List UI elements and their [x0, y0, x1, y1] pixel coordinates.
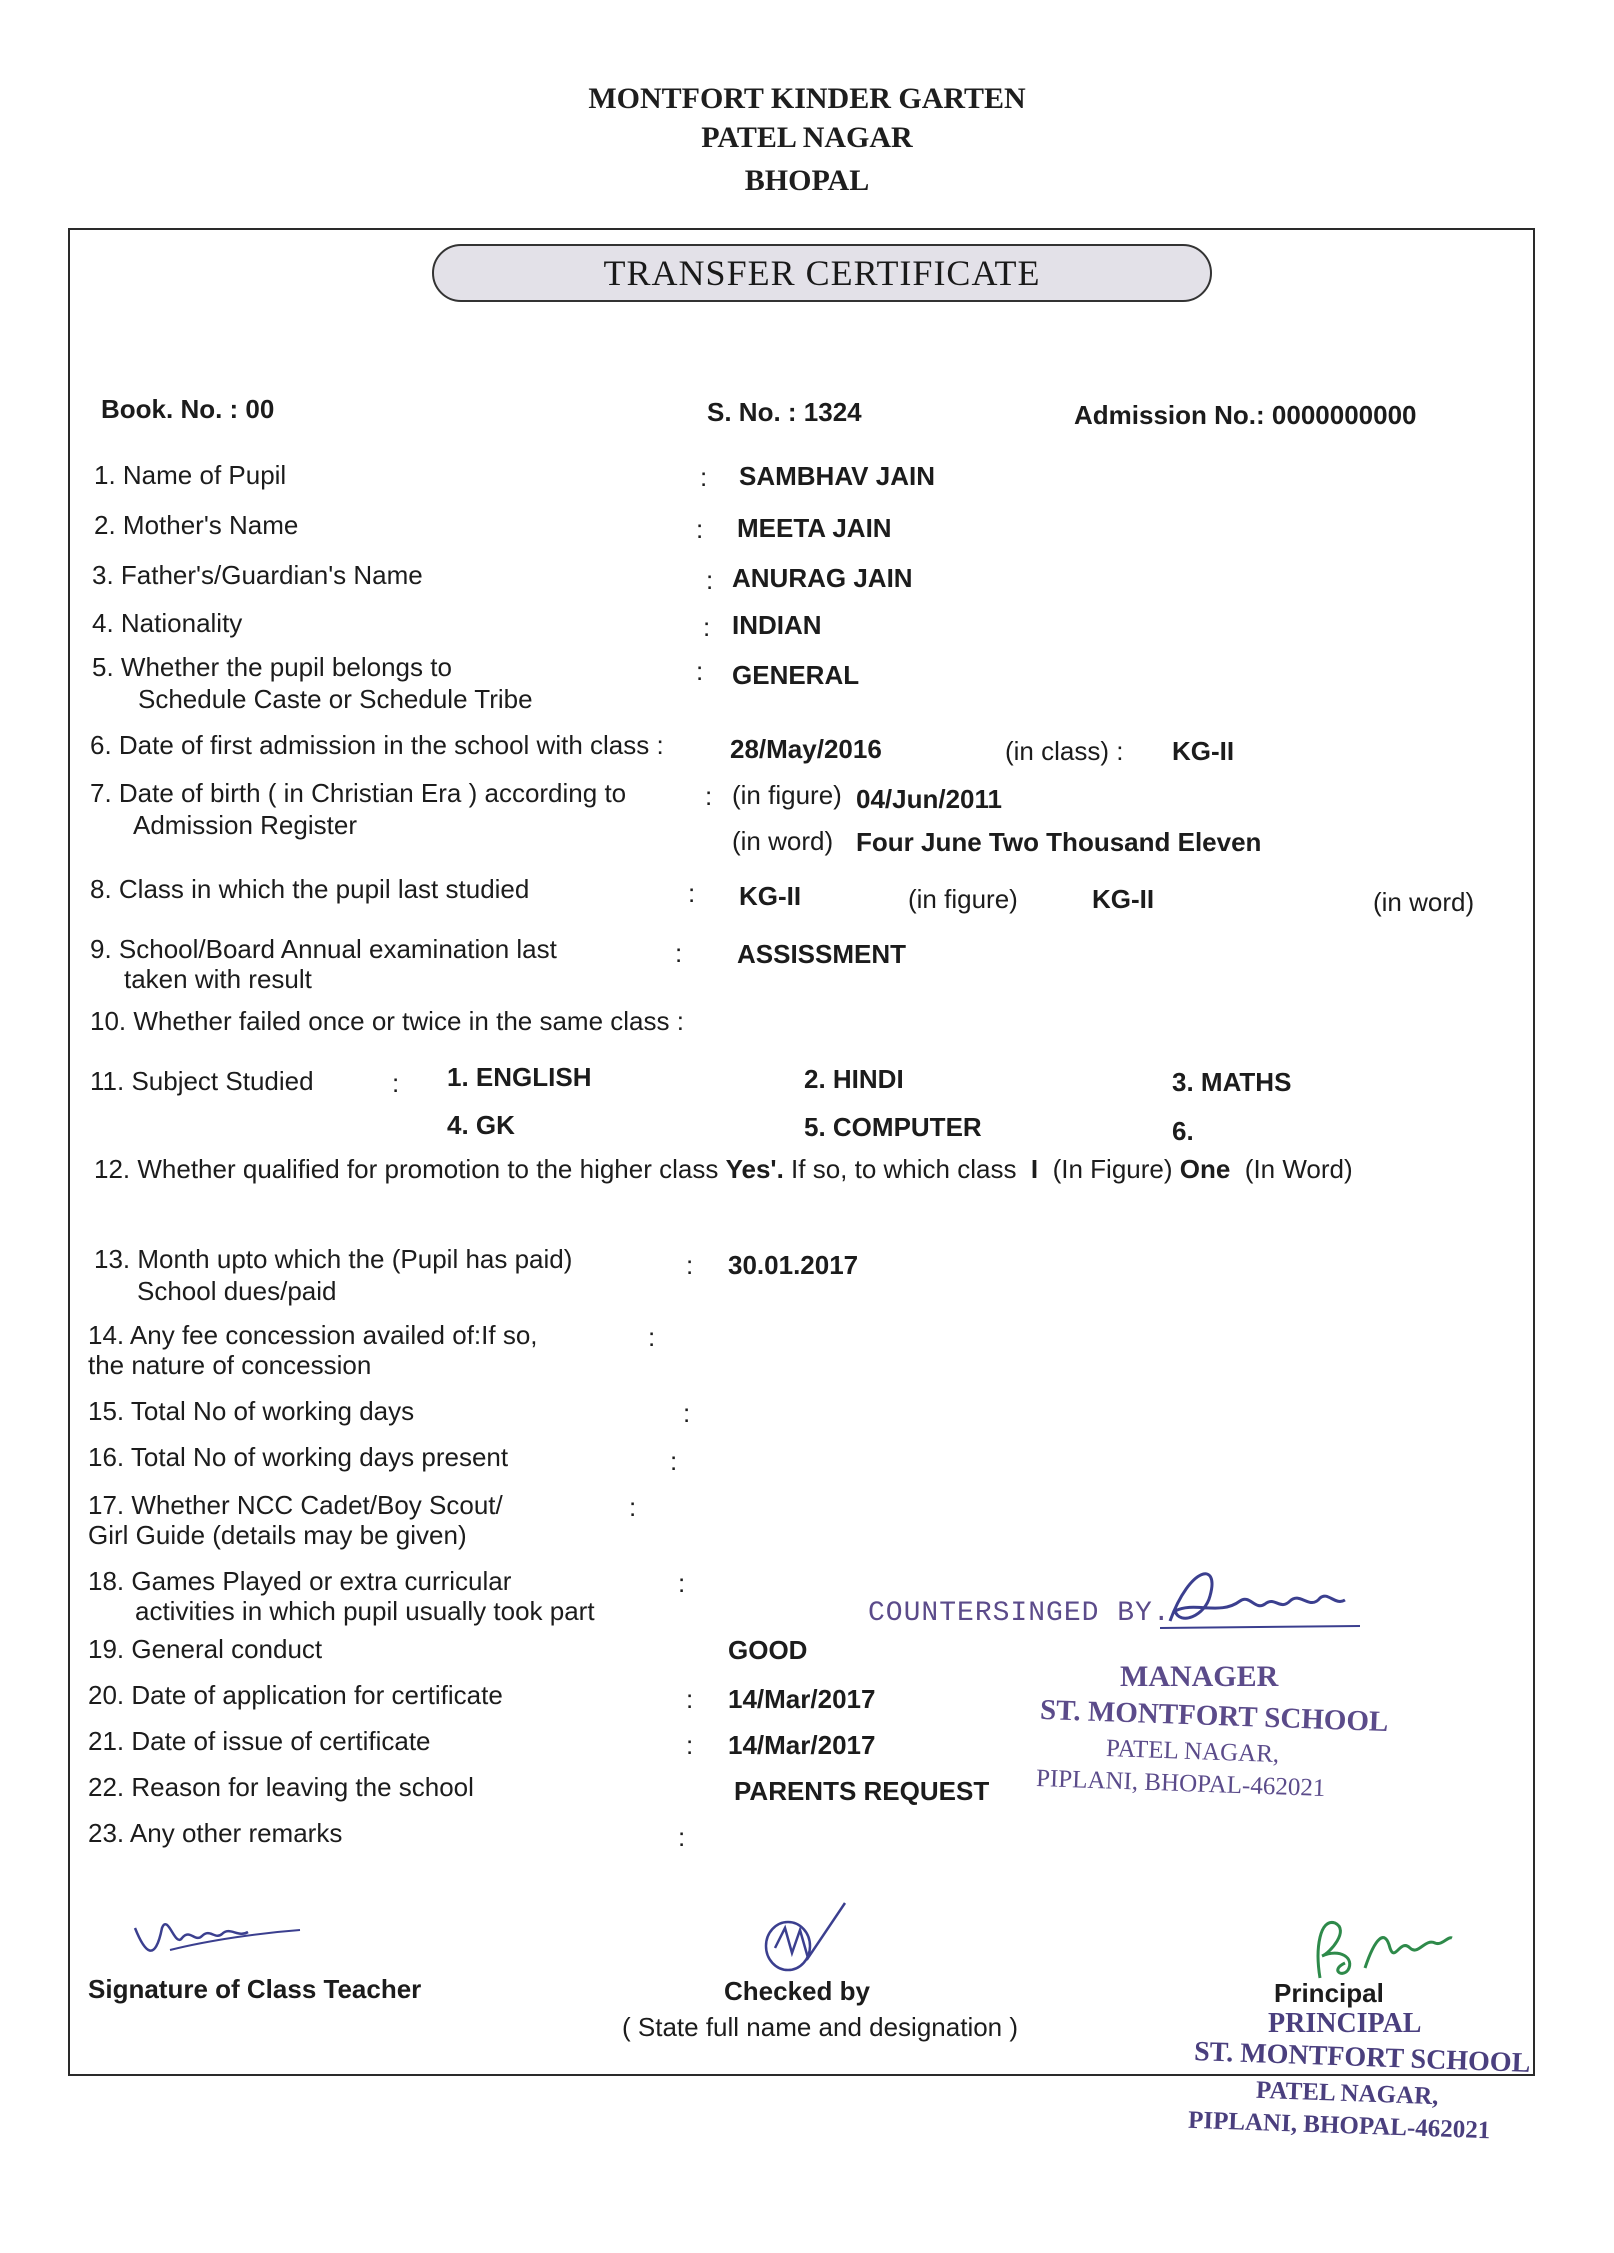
row-8-in-figure-label: (in figure) [908, 884, 1018, 914]
checked-by-caption: Checked by [724, 1976, 870, 2006]
serial-number: S. No. : 1324 [707, 397, 862, 427]
row-12-question: 12. Whether qualified for promotion to the higher class [94, 1154, 719, 1184]
row-7-label-line2: Admission Register [133, 810, 357, 840]
row-12 [94, 1154, 1353, 1185]
subject-2: 2. HINDI [804, 1064, 904, 1094]
checked-by-note: ( State full name and designation ) [622, 2012, 1019, 2042]
row-7-label-line1: 7. Date of birth ( in Christian Era ) according to [90, 778, 627, 808]
class-teacher-signature [120, 1908, 320, 1978]
school-area: PATEL NAGAR [701, 121, 913, 154]
row-6-in-class-label: (in class) : [1005, 736, 1124, 766]
class-teacher-caption: Signature of Class Teacher [88, 1974, 422, 2004]
row-14-colon: : [648, 1322, 656, 1352]
row-2-colon: : [696, 514, 704, 544]
row-17-colon: : [629, 1492, 637, 1522]
row-12-yes: Yes'. [725, 1154, 784, 1184]
row-21-label: 21. Date of issue of certificate [88, 1726, 431, 1756]
row-12-which-class: If so, to which class [791, 1154, 1017, 1184]
principal-signature [1300, 1908, 1460, 1988]
row-7-figure-value: 04/Jun/2011 [856, 784, 1002, 814]
school-name: MONTFORT KINDER GARTEN [588, 82, 1026, 115]
row-12-figure-value: I [1030, 1154, 1039, 1184]
row-9-colon: : [675, 938, 683, 968]
row-20-value: 14/Mar/2017 [728, 1684, 876, 1714]
manager-stamp-area: PATEL NAGAR, [1105, 1734, 1280, 1769]
row-7-in-word-label: (in word) [732, 826, 834, 856]
row-12-word-value: One [1179, 1154, 1231, 1184]
row-7-in-figure-label: (in figure) [732, 780, 842, 810]
row-17-label-line1: 17. Whether NCC Cadet/Boy Scout/ [88, 1490, 503, 1520]
row-13-value: 30.01.2017 [728, 1250, 859, 1280]
row-19-label: 19. General conduct [88, 1634, 323, 1664]
row-8-word-value: KG-II [1092, 884, 1155, 914]
row-2-value: MEETA JAIN [737, 513, 892, 543]
row-18-label-line1: 18. Games Played or extra curricular [88, 1566, 512, 1596]
title-banner [432, 244, 1212, 302]
row-6-class-value: KG-II [1172, 736, 1235, 766]
subject-3: 3. MATHS [1172, 1067, 1292, 1097]
row-7-word-value: Four June Two Thousand Eleven [856, 827, 1262, 857]
row-6-label: 6. Date of first admission in the school with class : [90, 730, 664, 760]
row-3-value: ANURAG JAIN [732, 563, 913, 593]
row-1-colon: : [700, 462, 708, 492]
row-8-label: 8. Class in which the pupil last studied [90, 874, 530, 904]
principal-stamp-title: PRINCIPAL [1268, 2008, 1422, 2039]
row-16-colon: : [670, 1446, 678, 1476]
row-5-label-line1: 5. Whether the pupil belongs to [92, 652, 452, 682]
row-12-in-word: (In Word) [1244, 1154, 1353, 1184]
row-9-label-line1: 9. School/Board Annual examination last [90, 934, 557, 964]
admission-number: Admission No.: 0000000000 [1074, 400, 1417, 430]
row-4-colon: : [703, 612, 711, 642]
row-18-colon: : [678, 1568, 686, 1598]
row-13-colon: : [686, 1250, 694, 1280]
row-15-colon: : [683, 1398, 691, 1428]
row-20-label: 20. Date of application for certificate [88, 1680, 503, 1710]
row-9-label-line2: taken with result [124, 964, 312, 994]
row-11-label: 11. Subject Studied [90, 1066, 314, 1096]
row-13-label-line1: 13. Month upto which the (Pupil has paid) [94, 1244, 573, 1274]
row-4-label: 4. Nationality [92, 608, 243, 638]
principal-caption: Principal [1274, 1978, 1384, 2008]
principal-stamp-address: PIPLANI, BHOPAL-462021 [1187, 2106, 1491, 2145]
row-21-value: 14/Mar/2017 [728, 1730, 876, 1760]
manager-stamp-address: PIPLANI, BHOPAL-462021 [1035, 1764, 1326, 1803]
row-19-value: GOOD [728, 1635, 808, 1665]
row-22-value: PARENTS REQUEST [734, 1776, 990, 1806]
row-6-value: 28/May/2016 [730, 734, 882, 764]
row-1-label: 1. Name of Pupil [94, 460, 287, 490]
row-14-label-line1: 14. Any fee concession availed of:If so, [88, 1320, 538, 1350]
row-12-in-figure: (In Figure) [1052, 1154, 1173, 1184]
row-16-label: 16. Total No of working days present [88, 1442, 509, 1472]
row-23-label: 23. Any other remarks [88, 1818, 343, 1848]
row-3-label: 3. Father's/Guardian's Name [92, 560, 423, 590]
row-15-label: 15. Total No of working days [88, 1396, 415, 1426]
manager-signature [1150, 1556, 1370, 1636]
subject-5: 5. COMPUTER [804, 1112, 982, 1142]
row-20-colon: : [686, 1684, 694, 1714]
row-18-label-line2: activities in which pupil usually took part [135, 1596, 595, 1626]
row-1-value: SAMBHAV JAIN [739, 461, 935, 491]
subject-6: 6. [1172, 1116, 1194, 1146]
countersigned-label: COUNTERSINGED BY. [868, 1598, 1171, 1629]
row-23-colon: : [678, 1822, 686, 1852]
school-city: BHOPAL [744, 164, 870, 197]
principal-stamp-school: ST. MONTFORT SCHOOL [1193, 2036, 1531, 2079]
checked-by-signature [750, 1898, 870, 1978]
row-13-label-line2: School dues/paid [137, 1276, 337, 1306]
row-8-colon: : [688, 878, 696, 908]
row-7-colon: : [705, 781, 713, 811]
row-3-colon: : [706, 565, 714, 595]
row-10-label: 10. Whether failed once or twice in the same class : [90, 1006, 684, 1036]
row-4-value: INDIAN [732, 610, 822, 640]
row-5-value: GENERAL [732, 660, 860, 690]
row-5-colon: : [696, 656, 704, 686]
certificate-title: TRANSFER CERTIFICATE [603, 253, 1041, 293]
book-number: Book. No. : 00 [101, 394, 275, 424]
row-11-colon: : [392, 1068, 400, 1098]
row-5-label-line2: Schedule Caste or Schedule Tribe [138, 684, 533, 714]
row-22-label: 22. Reason for leaving the school [88, 1772, 474, 1802]
row-14-label-line2: the nature of concession [88, 1350, 372, 1380]
row-9-value: ASSISSMENT [737, 939, 907, 969]
subject-1: 1. ENGLISH [447, 1062, 592, 1092]
subject-4: 4. GK [447, 1110, 515, 1140]
manager-stamp-school: ST. MONTFORT SCHOOL [1039, 1693, 1389, 1739]
row-8-figure-value: KG-II [739, 881, 802, 911]
row-2-label: 2. Mother's Name [94, 510, 299, 540]
manager-stamp-title: MANAGER [1120, 1660, 1279, 1693]
row-17-label-line2: Girl Guide (details may be given) [88, 1520, 467, 1550]
principal-stamp-area: PATEL NAGAR, [1255, 2076, 1439, 2111]
row-21-colon: : [686, 1730, 694, 1760]
row-8-in-word-label: (in word) [1373, 887, 1475, 917]
